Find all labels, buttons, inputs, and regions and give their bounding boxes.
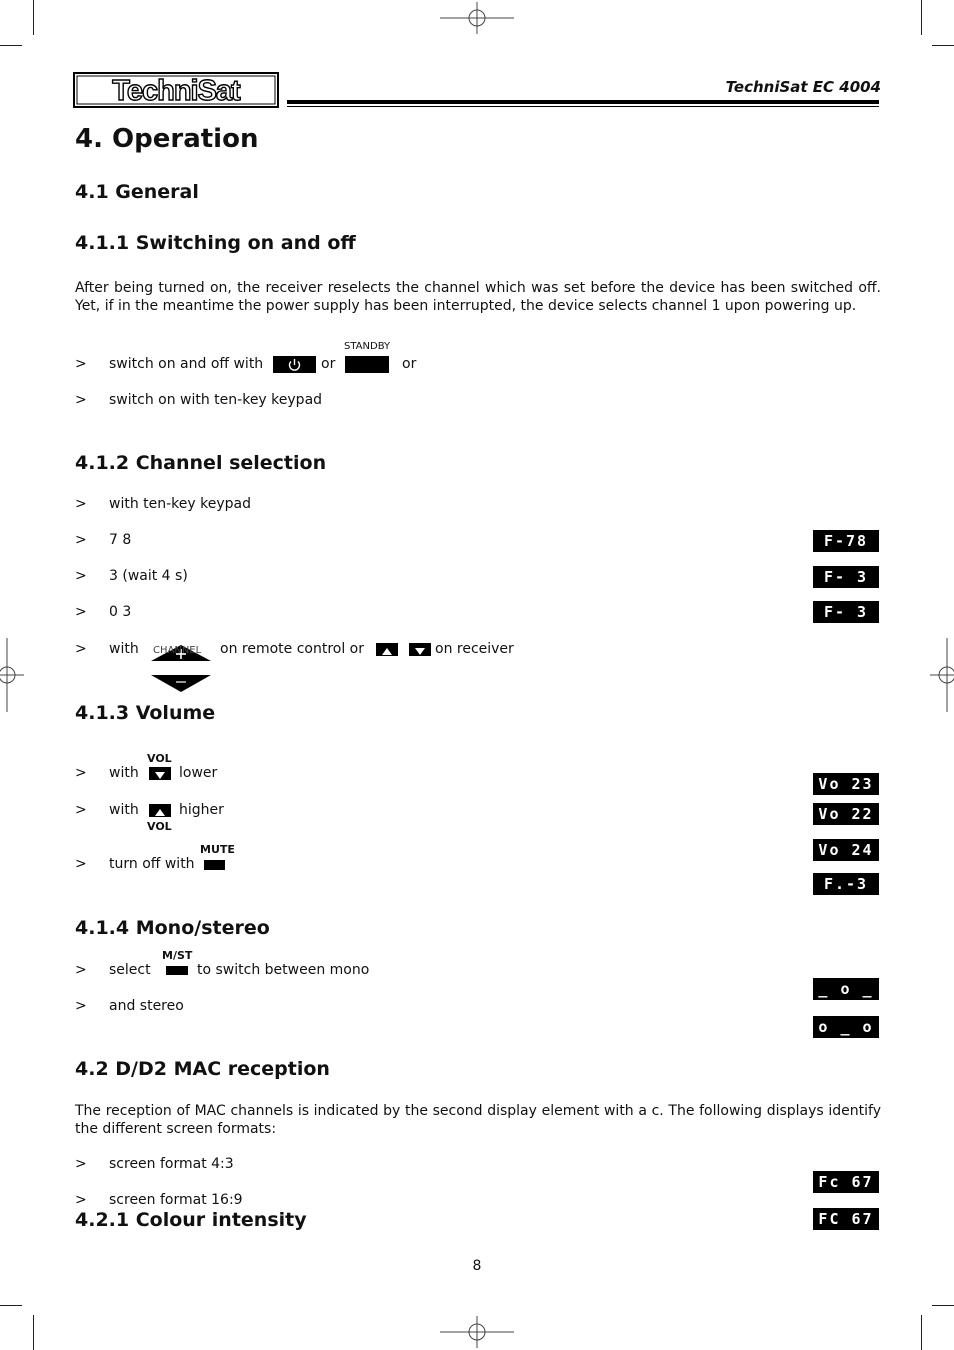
header-rule-thin [287,106,879,107]
standby-label: STANDBY [344,341,391,352]
bullet-marker: > [75,641,87,657]
registration-mark [440,1316,514,1348]
bullet-text: 3 (wait 4 s) [109,568,188,584]
section-heading-4-1-1: 4.1.1 Switching on and off [75,232,356,254]
paragraph-switching: After being turned on, the receiver reselects the channel which was set before the device has been switched off. Yet, if in the meantime the power supply has been interrupted, the device selects channel 1 upon powering up. [75,280,881,314]
bullet-marker: > [75,765,87,781]
display-readout: Vo 24 [813,839,879,861]
bullet-marker: > [75,532,87,548]
display-readout: F- 3 [813,566,879,588]
bullet-text: with [109,641,139,657]
registration-mark [930,638,954,712]
power-icon [273,356,316,373]
crop-mark [33,1315,34,1350]
section-heading-4-1-2: 4.1.2 Channel selection [75,452,327,474]
crop-mark [921,0,922,35]
bullet-marker: > [75,802,87,818]
mute-key [204,860,225,870]
up-arrow-icon [149,806,171,819]
or-text: or [321,356,336,372]
section-heading-4-1-3: 4.1.3 Volume [75,702,216,724]
paragraph-mac: The reception of MAC channels is indicated by the second display element with a c. The following displays identify the different screen formats: [75,1103,881,1137]
down-arrow-icon [149,769,171,782]
registration-mark [0,638,24,712]
display-readout: F- 3 [813,601,879,623]
volume-down-key [149,767,171,780]
bullet-marker: > [75,568,87,584]
display-readout: o _ o [813,1016,879,1038]
bullet-text: 7 8 [109,532,132,548]
model-name: TechniSat EC 4004 [725,78,881,96]
display-readout: F.-3 [813,873,879,895]
page-title: 4. Operation [75,124,259,154]
display-readout: Vo 22 [813,803,879,825]
registration-mark [440,2,514,34]
bullet-text: on receiver [435,641,514,657]
bullet-text: lower [179,765,218,781]
logo-text: TechniSat [112,75,240,107]
display-readout: _ o _ [813,978,879,1000]
display-readout: F-78 [813,530,879,552]
bullet-marker: > [75,962,87,978]
standby-button-key [345,356,389,373]
bullet-text: and stereo [109,998,184,1014]
display-readout: Vo 23 [813,773,879,795]
page-number: 8 [472,1258,482,1274]
technisat-logo [73,72,279,108]
crop-mark [0,1305,22,1306]
up-arrow-key [376,643,398,656]
display-readout: FC 67 [813,1208,879,1230]
display-readout: Fc 67 [813,1171,879,1193]
bullet-marker: > [75,1192,87,1208]
bullet-text: with ten-key keypad [109,496,251,512]
section-heading-4-2: 4.2 D/D2 MAC reception [75,1058,330,1080]
section-heading-4-2-1: 4.2.1 Colour intensity [75,1209,307,1231]
crop-mark [921,1315,922,1350]
bullet-text: switch on with ten-key keypad [109,392,323,408]
bullet-text: on remote control or [220,641,365,657]
vol-label: VOL [147,820,172,833]
vol-label: VOL [147,752,172,765]
volume-up-key [149,804,171,817]
bullet-text: to switch between mono [197,962,370,978]
section-heading-4-1: 4.1 General [75,181,199,203]
bullet-text: select [109,962,151,978]
bullet-text: screen format 4:3 [109,1156,234,1172]
bullet-marker: > [75,998,87,1014]
down-arrow-icon [409,645,431,658]
crop-mark [932,1305,954,1306]
bullet-marker: > [75,392,87,408]
down-arrow-key [409,643,431,656]
bullet-text: with [109,765,139,781]
up-arrow-icon [376,645,398,658]
bullet-text: screen format 16:9 [109,1192,243,1208]
bullet-text: higher [179,802,224,818]
header-rule [287,100,879,104]
bullet-text: 0 3 [109,604,132,620]
channel-key-label: CHANNEL [153,645,202,656]
mute-label: MUTE [200,843,235,856]
bullet-marker: > [75,856,87,872]
or-text: or [402,356,417,372]
section-heading-4-1-4: 4.1.4 Mono/stereo [75,917,270,939]
bullet-text: switch on and off with [109,356,264,372]
mst-label: M/ST [162,949,193,962]
bullet-text: with [109,802,139,818]
bullet-marker: > [75,1156,87,1172]
bullet-marker: > [75,496,87,512]
mono-stereo-key [166,966,188,975]
bullet-text: turn off with [109,856,195,872]
power-button-key [273,356,316,373]
crop-mark [0,45,22,46]
bullet-marker: > [75,604,87,620]
crop-mark [932,45,954,46]
bullet-marker: > [75,356,87,372]
crop-mark [33,0,34,35]
